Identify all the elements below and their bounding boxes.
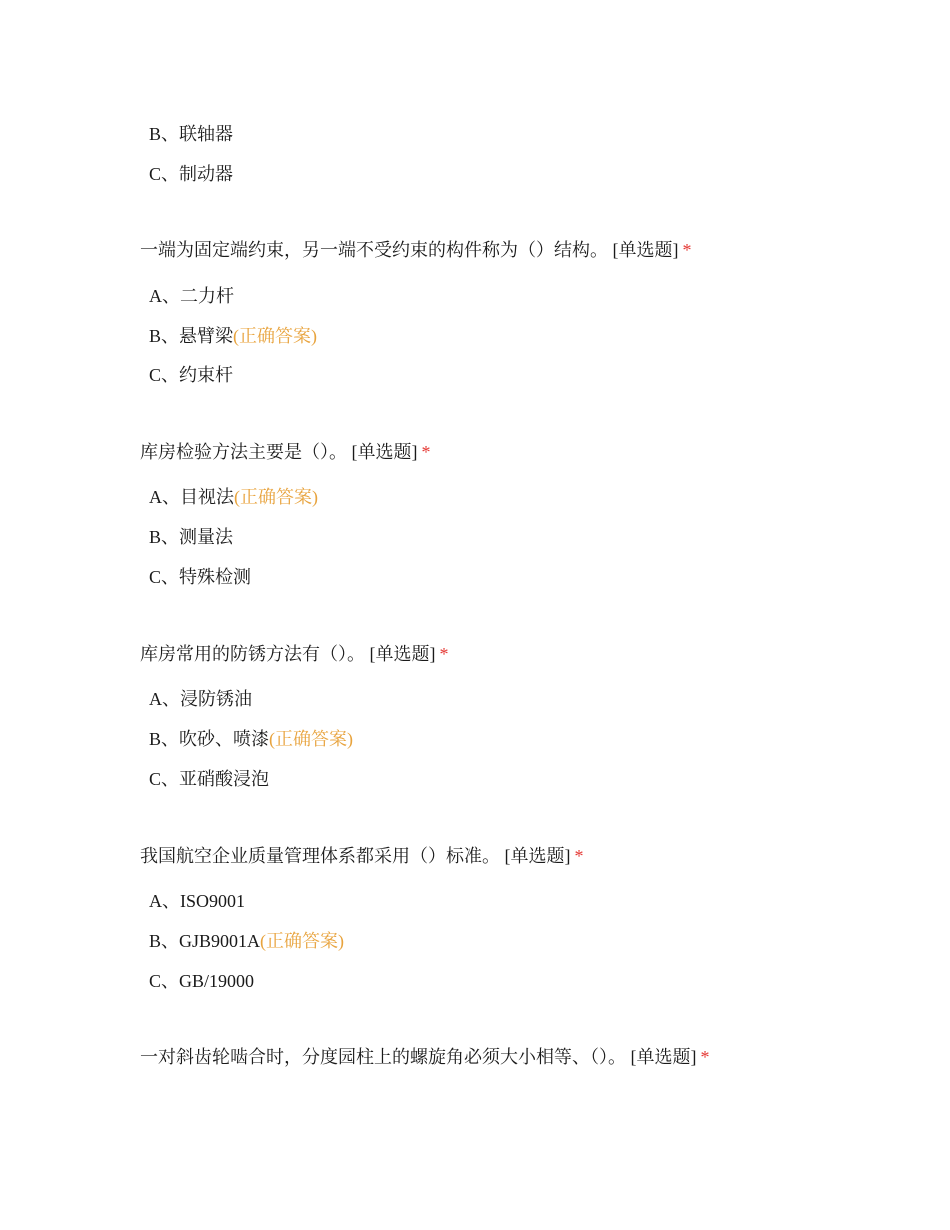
question-title-row: [140, 845, 584, 867]
option-text: B、吹砂、喷漆: [149, 729, 270, 749]
required-mark: *: [700, 1047, 710, 1067]
correct-answer-label: (正确答案): [233, 326, 318, 346]
option-text: B、悬臂梁: [149, 326, 234, 346]
question-title: 库房检验方法主要是（）。: [140, 442, 347, 462]
option-text: A、ISO9001: [149, 891, 246, 911]
option-text: A、浸防锈油: [149, 689, 252, 709]
question-type-label: [单选题]: [351, 442, 418, 462]
question-type-label: [单选题]: [504, 846, 571, 866]
question-title: 我国航空企业质量管理体系都采用（）标准。: [140, 846, 500, 866]
option-item[interactable]: [149, 728, 353, 750]
correct-answer-label: (正确答案): [234, 487, 318, 507]
option-item[interactable]: [149, 364, 233, 386]
option-item[interactable]: [149, 163, 233, 185]
option-item[interactable]: [149, 566, 251, 588]
required-mark: *: [439, 644, 449, 664]
required-mark: *: [574, 846, 584, 866]
option-item[interactable]: [149, 526, 233, 548]
question-title-row: [140, 1046, 710, 1068]
option-item[interactable]: [149, 930, 344, 952]
option-item[interactable]: [149, 285, 234, 307]
option-text: C、特殊检测: [149, 567, 252, 587]
option-text: B、联轴器: [149, 124, 234, 144]
option-item[interactable]: [149, 325, 317, 347]
option-text: B、测量法: [149, 527, 234, 547]
option-item[interactable]: [149, 688, 252, 710]
correct-answer-label: (正确答案): [269, 729, 354, 749]
option-item[interactable]: [149, 123, 233, 145]
question-type-label: [单选题]: [630, 1047, 697, 1067]
option-text: C、制动器: [149, 164, 234, 184]
option-item[interactable]: [149, 890, 245, 912]
option-text: C、GB/19000: [149, 971, 255, 991]
question-title: 一端为固定端约束，另一端不受约束的构件称为（）结构。: [140, 240, 608, 260]
option-item[interactable]: [149, 970, 254, 992]
option-item[interactable]: [149, 486, 318, 508]
question-title-row: [140, 239, 692, 261]
option-text: B、GJB9001A: [149, 931, 261, 951]
correct-answer-label: (正确答案): [260, 931, 345, 951]
question-type-label: [单选题]: [369, 644, 436, 664]
question-title: 库房常用的防锈方法有（）。: [140, 644, 365, 664]
question-type-label: [单选题]: [612, 240, 679, 260]
question-title-row: [140, 643, 449, 665]
question-title-row: [140, 441, 431, 463]
option-text: A、目视法: [149, 487, 234, 507]
option-text: A、二力杆: [149, 286, 234, 306]
required-mark: *: [421, 442, 431, 462]
option-item[interactable]: [149, 768, 269, 790]
option-text: C、约束杆: [149, 365, 234, 385]
question-title: 一对斜齿轮啮合时，分度园柱上的螺旋角必须大小相等、（）。: [140, 1047, 626, 1067]
required-mark: *: [682, 240, 692, 260]
option-text: C、亚硝酸浸泡: [149, 769, 270, 789]
